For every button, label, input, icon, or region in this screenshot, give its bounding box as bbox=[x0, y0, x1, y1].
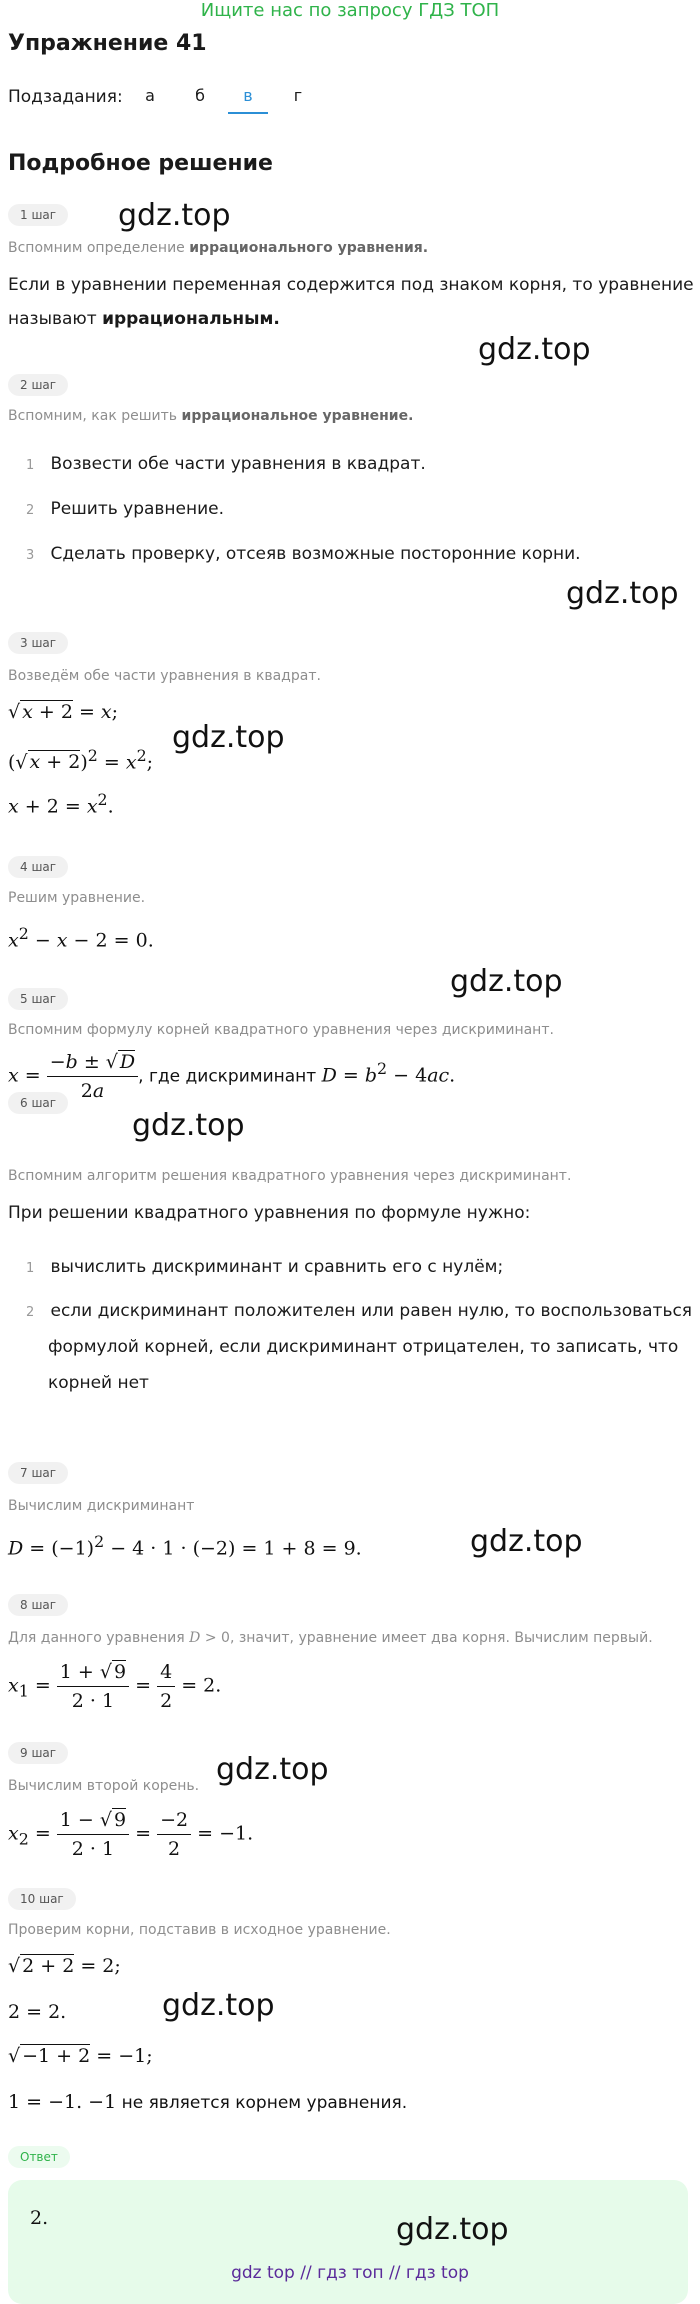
answer-value: 2. bbox=[30, 2207, 49, 2229]
watermark: gdz.top bbox=[162, 1988, 275, 2023]
math-line: (√ $x + 2)^2 = x^2$; bbox=[8, 746, 154, 774]
answer-badge: Ответ bbox=[8, 2146, 70, 2168]
math-line: 1 = −1. −1 не является корнем уравнения. bbox=[8, 2091, 408, 2113]
tab-b[interactable]: б bbox=[195, 86, 205, 105]
watermark: gdz.top bbox=[396, 2212, 509, 2247]
list-item: 2 Решить уравнение. bbox=[26, 499, 225, 519]
search-banner: Ищите нас по запросу ГДЗ ТОП bbox=[200, 0, 500, 21]
step-badge-9: 9 шаг bbox=[8, 1742, 68, 1764]
subtasks-label: Подзадания: bbox=[8, 87, 123, 107]
step-note: Возведём обе части уравнения в квадрат. bbox=[8, 668, 321, 684]
list-item: 2 если дискриминант положителен или равен нулю, то воспользоваться bbox=[26, 1301, 693, 1321]
watermark: gdz.top bbox=[118, 198, 231, 233]
watermark: gdz.top bbox=[132, 1108, 245, 1143]
watermark: gdz.top bbox=[450, 964, 563, 999]
section-title: Подробное решение bbox=[8, 151, 273, 176]
step-text: Если в уравнении переменная содержится под знаком корня, то уравнение bbox=[8, 275, 694, 295]
step-badge-8: 8 шаг bbox=[8, 1594, 68, 1616]
answer-box bbox=[8, 2180, 688, 2304]
step-note: Вспомним формулу корней квадратного уравнения через дискриминант. bbox=[8, 1022, 554, 1038]
step-text: называют иррациональным. bbox=[8, 309, 280, 329]
step-note: Проверим корни, подставив в исходное уравнение. bbox=[8, 1922, 391, 1938]
math-line: $x^2 - x - 2 = 0$. bbox=[8, 924, 154, 952]
step-badge-2: 2 шаг bbox=[8, 374, 68, 396]
step-badge-3: 3 шаг bbox=[8, 632, 68, 654]
tab-a[interactable]: а bbox=[145, 86, 155, 105]
math-line: $D = (-1)^2 - 4 \cdot 1 \cdot (-2) = 1 + 8 = 9$. bbox=[8, 1532, 362, 1560]
step-note: Вычислим дискриминант bbox=[8, 1498, 195, 1514]
math-line: $x + 2 = x^2$. bbox=[8, 790, 114, 818]
math-line: 2 = 2. bbox=[8, 2001, 67, 2023]
step-badge-6: 6 шаг bbox=[8, 1092, 68, 1114]
list-item: 1 Возвести обе части уравнения в квадрат. bbox=[26, 454, 426, 474]
step-text: При решении квадратного уравнения по формуле нужно: bbox=[8, 1203, 531, 1223]
list-item: 3 Сделать проверку, отсеяв возможные посторонние корни. bbox=[26, 544, 581, 564]
watermark: gdz.top bbox=[172, 720, 285, 755]
step-badge-7: 7 шаг bbox=[8, 1462, 68, 1484]
step-note: Вспомним определение иррационального уравнения. bbox=[8, 240, 429, 256]
step-badge-5: 5 шаг bbox=[8, 988, 68, 1010]
footer-links[interactable]: gdz top // гдз топ // гдз top bbox=[231, 2263, 469, 2283]
step-note: Вспомним, как решить иррациональное уравнение. bbox=[8, 408, 414, 424]
math-line: √ 2 + 2 = 2; bbox=[8, 1955, 121, 1977]
list-item: 1 вычислить дискриминант и сравнить его с нулём; bbox=[26, 1257, 504, 1277]
watermark: gdz.top bbox=[566, 576, 679, 611]
list-item-cont: корней нет bbox=[48, 1373, 149, 1393]
math-line: $x_2$ = $\frac{1 - √ 9}{2 \cdot 1}$ = $\frac{-2}{2}$ = −1. bbox=[8, 1806, 253, 1863]
list-item-cont: формулой корней, если дискриминант отрицателен, то записать, что bbox=[48, 1337, 679, 1357]
step-note: Решим уравнение. bbox=[8, 890, 146, 906]
math-line: x = $\frac{-b \pm √ D}{2a}$ , где дискриминант $D = b^2 - 4ac$. bbox=[8, 1048, 455, 1105]
math-line: √ −1 + 2 = −1; bbox=[8, 2045, 153, 2067]
watermark: gdz.top bbox=[470, 1524, 583, 1559]
tab-g[interactable]: г bbox=[293, 86, 303, 105]
step-note: Вычислим второй корень. bbox=[8, 1778, 200, 1794]
watermark: gdz.top bbox=[478, 332, 591, 367]
step-note: Для данного уравнения D > 0, значит, уравнение имеет два корня. Вычислим первый. bbox=[8, 1630, 653, 1646]
math-line: $x_1$ = $\frac{1 + √ 9}{2 \cdot 1}$ = $\frac{4}{2}$ = 2. bbox=[8, 1658, 221, 1715]
step-badge-10: 10 шаг bbox=[8, 1888, 76, 1910]
tab-v[interactable]: в bbox=[228, 84, 268, 114]
step-badge-4: 4 шаг bbox=[8, 856, 68, 878]
math-line: √ x + 2 = x; bbox=[8, 701, 119, 723]
step-note: Вспомним алгоритм решения квадратного уравнения через дискриминант. bbox=[8, 1168, 572, 1184]
step-badge-1: 1 шаг bbox=[8, 204, 68, 226]
page-title: Упражнение 41 bbox=[8, 31, 207, 56]
watermark: gdz.top bbox=[216, 1752, 329, 1787]
